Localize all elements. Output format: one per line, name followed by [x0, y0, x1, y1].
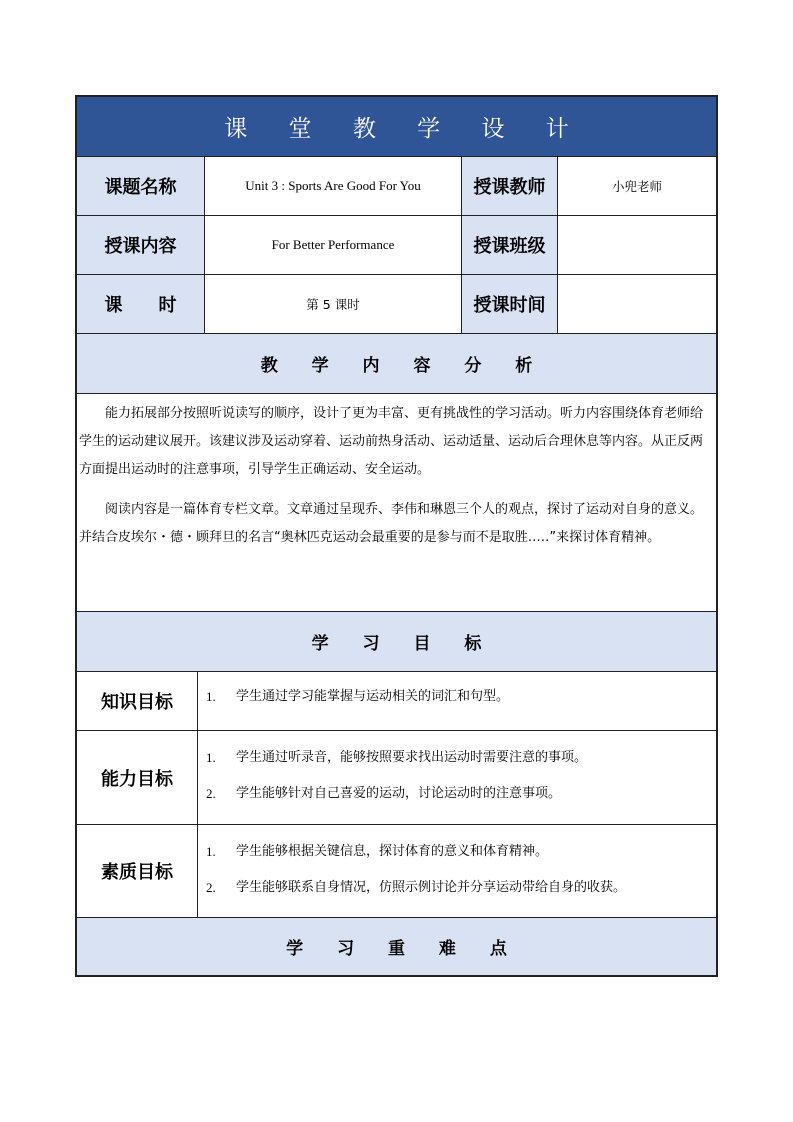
item-text: 学生能够根据关键信息，探讨体育的意义和体育精神。 — [236, 844, 549, 859]
analysis-content — [77, 394, 716, 612]
list-item — [204, 747, 710, 769]
difficulties-heading-row — [77, 918, 716, 975]
ability-label: 能力目标 — [77, 731, 198, 824]
time-label: 授课时间 — [462, 275, 558, 333]
item-text: 学生能够联系自身情况，仿照示例讨论并分享运动带给自身的收获。 — [236, 880, 627, 895]
list-item — [204, 686, 710, 708]
period-value: 第 5 课时 — [205, 275, 462, 333]
list-item — [204, 877, 710, 899]
content-value: For Better Performance — [205, 216, 462, 274]
item-text: 学生通过听录音，能够按照要求找出运动时需要注意的事项。 — [236, 750, 588, 765]
class-value — [558, 216, 716, 274]
item-number: 1. — [206, 689, 216, 704]
analysis-paragraph-2: 阅读内容是一篇体育专栏文章。文章通过呈现乔、李伟和琳恩三个人的观点，探讨了运动对自身的意义。并结合皮埃尔・德・顾拜旦的名言“奥林匹克运动会最重要的是参与而不是取胜‥…”来探讨体育精神。 — [79, 502, 704, 545]
period-label: 课 时 — [77, 275, 205, 333]
item-number: 1. — [206, 844, 216, 859]
topic-value: Unit 3 : Sports Are Good For You — [205, 157, 462, 215]
quality-label: 素质目标 — [77, 825, 198, 917]
quality-list — [198, 825, 716, 917]
item-number: 2. — [206, 786, 216, 801]
class-label: 授课班级 — [462, 216, 558, 274]
info-row-period — [77, 275, 716, 334]
item-number: 2. — [206, 880, 216, 895]
lesson-design-table — [75, 95, 718, 977]
ability-list — [198, 731, 716, 824]
objectives-heading-row — [77, 612, 716, 672]
ability-objective-row — [77, 731, 716, 825]
item-number: 1. — [206, 750, 216, 765]
title-row — [77, 97, 716, 157]
teacher-label: 授课教师 — [462, 157, 558, 215]
item-text: 学生能够针对自己喜爱的运动，讨论运动时的注意事项。 — [236, 786, 562, 801]
topic-label: 课题名称 — [77, 157, 205, 215]
knowledge-list — [198, 672, 716, 730]
content-label: 授课内容 — [77, 216, 205, 274]
analysis-heading: 教 学 内 容 分 析 — [260, 356, 547, 376]
objectives-heading: 学 习 目 标 — [311, 634, 496, 654]
info-row-topic — [77, 157, 716, 216]
document-title: 课 堂 教 学 设 计 — [224, 116, 586, 142]
knowledge-label: 知识目标 — [77, 672, 198, 730]
list-item — [204, 841, 710, 863]
analysis-paragraph-1: 能力拓展部分按照听说读写的顺序，设计了更为丰富、更有挑战性的学习活动。听力内容围绕体育老师给学生的运动建议展开。该建议涉及运动穿着、运动前热身活动、运动适量、运动后合理休息等内容。从正反两方面提出运动时的注意事项，引导学生正确运动、安全运动。 — [79, 406, 704, 477]
quality-objective-row — [77, 825, 716, 918]
item-text: 学生通过学习能掌握与运动相关的词汇和句型。 — [236, 689, 510, 704]
time-value — [558, 275, 716, 333]
difficulties-heading: 学 习 重 难 点 — [286, 939, 521, 959]
analysis-heading-row — [77, 334, 716, 394]
teacher-value: 小兜老师 — [611, 179, 662, 194]
info-row-content — [77, 216, 716, 275]
list-item — [204, 783, 710, 805]
knowledge-objective-row — [77, 672, 716, 731]
